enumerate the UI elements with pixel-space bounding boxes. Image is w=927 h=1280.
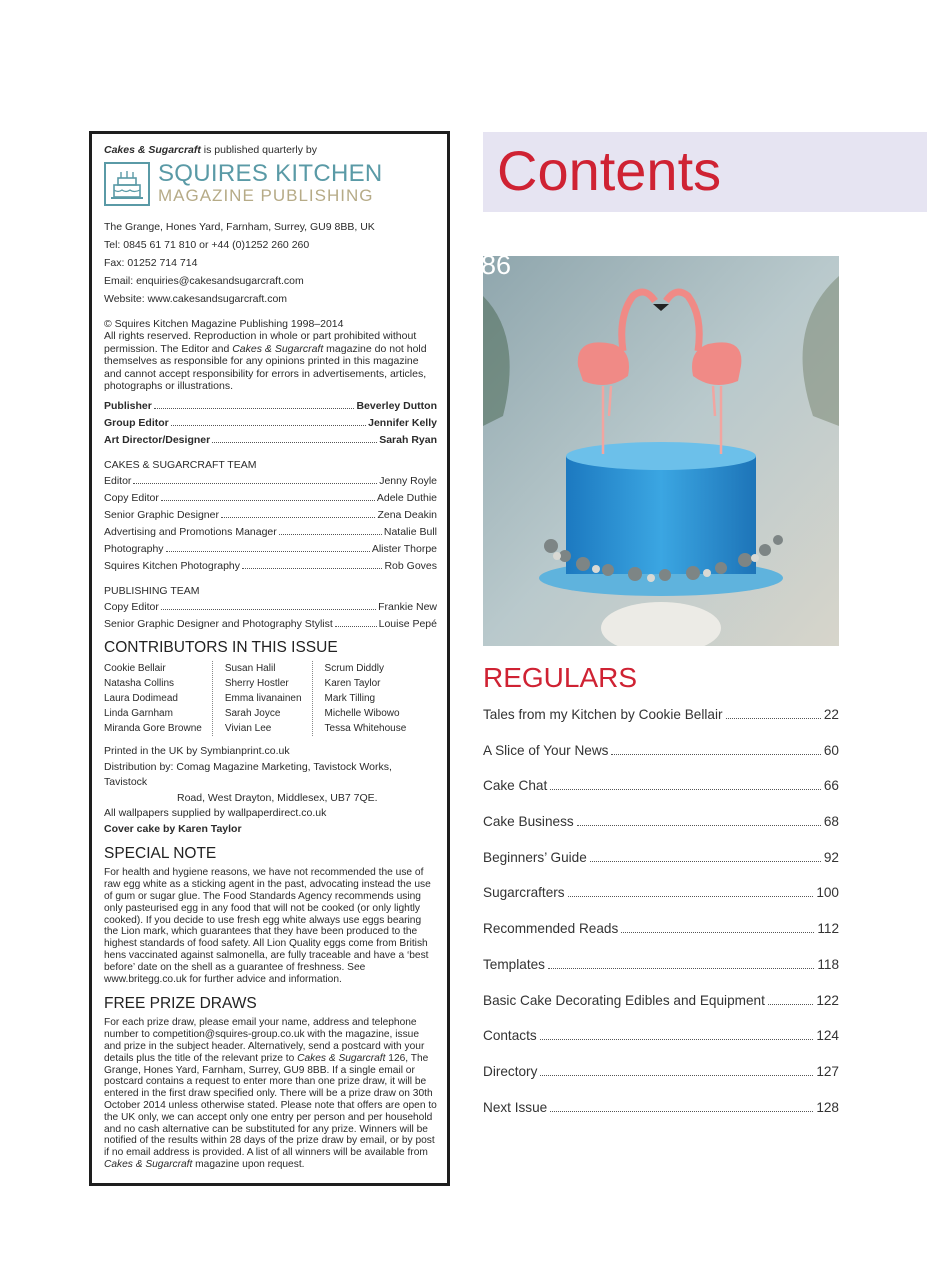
prize-text-a: For each prize draw, please email your name, address and telephone number to competition@squires-group.co.uk with the magazine, issue and prize in the subject header. Alternatively, send a postcard with your details plus the title of the relevant prize to: [104, 1017, 425, 1064]
contributor: Tessa Whitehouse: [324, 723, 407, 735]
contributors-columns: [104, 661, 437, 736]
rights-text: [104, 330, 437, 392]
contributors-col-2: [212, 661, 312, 736]
toc-title: Basic Cake Decorating Edibles and Equipment: [483, 992, 765, 1008]
toc-title: Contacts: [483, 1028, 537, 1044]
distribution-line-2: Road, West Drayton, Middlesex, UB7 7QE.: [177, 791, 378, 804]
contributor: Susan Halil: [224, 663, 276, 675]
team-row: [104, 558, 437, 575]
toc-entry[interactable]: [483, 957, 839, 993]
team-row: [104, 541, 437, 558]
logo-line-1: SQUIRES KITCHEN: [158, 160, 383, 187]
team-row: [104, 524, 437, 541]
contributor: Sherry Hostler: [224, 678, 289, 690]
logo-line-2: MAGAZINE PUBLISHING: [158, 186, 374, 205]
magazine-name: Cakes & Sugarcraft: [104, 144, 201, 156]
publishing-heading: PUBLISHING TEAM: [104, 585, 200, 598]
contributor: Karen Taylor: [324, 678, 381, 690]
toc-entry[interactable]: [483, 778, 839, 814]
toc-page: 118: [817, 956, 839, 972]
toc-entry[interactable]: [483, 921, 839, 957]
contributor: Vivian Lee: [224, 723, 272, 735]
team-list: [104, 473, 437, 575]
editor-row: [104, 432, 437, 449]
address: The Grange, Hones Yard, Farnham, Surrey, GU9 8BB, UK: [104, 221, 375, 233]
toc-title: Directory: [483, 1063, 538, 1079]
contributor: Scrum Diddly: [324, 663, 385, 675]
contents-banner: [483, 132, 927, 212]
team-row: [104, 490, 437, 507]
contributor: Mark Tilling: [324, 693, 376, 705]
contributors-col-3: [312, 661, 417, 736]
team-role: Photography: [104, 543, 164, 556]
toc-entry[interactable]: [483, 743, 839, 779]
publishing-role: Senior Graphic Designer and Photography Stylist: [104, 618, 333, 631]
team-role: Squires Kitchen Photography: [104, 560, 241, 573]
prize-text-c: 126, The Grange, Hones Yard, Farnham, Surrey, GU9 8BB. If a single email or postcard contains a request to enter more than one prize draw, it will be entered in the first draw specified only. There will be a prize draw on 30th October 2014 unless otherwise stated. Please note that offers are open to the UK only, we can accept only one entry per person and per household and no cash alternative can be substituted for any prize. Winners will be notified of the results within 28 days of the prize draw by email, or by post if no email address is provided. A list of all winners will be available from: [104, 1052, 437, 1159]
team-role: Copy Editor: [104, 492, 159, 505]
email-contact[interactable]: Email: enquiries@cakesandsugarcraft.com: [104, 275, 304, 287]
publisher-logo: [104, 162, 437, 206]
copyright-notice: [104, 318, 437, 392]
website-contact[interactable]: Website: www.cakesandsugarcraft.com: [104, 293, 288, 305]
masthead-box: [89, 131, 450, 1186]
editor-role: Art Director/Designer: [104, 434, 211, 447]
team-name: Alister Thorpe: [371, 543, 437, 556]
toc-title: Next Issue: [483, 1099, 548, 1115]
prize-draws-heading: FREE PRIZE DRAWS: [104, 995, 257, 1013]
special-note-heading: SPECIAL NOTE: [104, 845, 217, 863]
team-role: Editor: [104, 475, 132, 488]
editor-name: Sarah Ryan: [379, 434, 437, 447]
toc-page: 124: [816, 1028, 839, 1044]
team-heading: CAKES & SUGARCRAFT TEAM: [104, 459, 257, 472]
team-row: [104, 507, 437, 524]
published-by-line: [104, 144, 437, 156]
contributors-heading: CONTRIBUTORS IN THIS ISSUE: [104, 639, 338, 657]
contributor: Sarah Joyce: [224, 708, 281, 720]
contributor: Linda Garnham: [104, 708, 173, 720]
feature-page-number: 86: [481, 250, 512, 280]
publishing-role: Copy Editor: [104, 601, 159, 614]
copyright-line: © Squires Kitchen Magazine Publishing 1998–2014: [104, 318, 344, 330]
contents-title: Contents: [497, 139, 722, 202]
publishing-list: [104, 599, 437, 633]
contributor: Emma livanainen: [224, 693, 302, 705]
fax: Fax: 01252 714 714: [104, 257, 198, 269]
team-name: Zena Deakin: [377, 509, 437, 522]
toc-title: Sugarcrafters: [483, 885, 565, 901]
publishing-row: [104, 616, 437, 633]
editor-name: Jennifer Kelly: [368, 417, 437, 430]
editors-list: [104, 398, 437, 449]
distribution-line-1: Distribution by: Comag Magazine Marketing, Tavistock Works, Tavistock: [104, 760, 392, 789]
toc-title: Tales from my Kitchen by Cookie Bellair: [483, 707, 723, 722]
toc-entry[interactable]: [483, 885, 839, 921]
publishing-name: Louise Pepé: [378, 618, 437, 631]
prize-text-magazine: Cakes & Sugarcraft: [104, 1158, 193, 1170]
toc-entry[interactable]: [483, 814, 839, 850]
contributor: Natasha Collins: [104, 678, 175, 690]
special-note-text: For health and hygiene reasons, we have not recommended the use of raw egg white as a sticking agent in the past, advocating instead the use of gum or sugar glue. The Food Standards Agency recommends using only pasteurised egg in any food that will not be cooked (or only lightly cooked). If you decide to use fresh egg white always use eggs bearing the Lion mark, which guarantees that they have been produced to the highest standards of food safety. All Lion Quality eggs come from British hens vaccinated against salmonella, are fully traceable and have a ‘best before’ date on the shell as a guarantee of freshness. See www.britegg.co.uk for further advice and information.: [104, 867, 431, 985]
contributor: Cookie Bellair: [104, 663, 166, 675]
toc-title: Cake Business: [483, 814, 574, 830]
editor-role: Publisher: [104, 400, 152, 413]
toc-entry[interactable]: [483, 1100, 839, 1136]
team-name: Adele Duthie: [376, 492, 437, 505]
toc-entry[interactable]: [483, 707, 839, 743]
toc-entry[interactable]: [483, 1028, 839, 1064]
team-name: Natalie Bull: [383, 526, 437, 539]
flamingo-cake-image[interactable]: [483, 256, 839, 646]
toc-page: 60: [823, 742, 839, 758]
rights-text-a: All rights reserved. Reproduction in whole or part prohibited without permission. The Editor and: [104, 330, 417, 355]
toc-title: A Slice of Your News: [483, 742, 609, 758]
prize-text-magazine: Cakes & Sugarcraft: [297, 1052, 386, 1064]
editor-role: Group Editor: [104, 417, 169, 430]
team-name: Jenny Royle: [379, 475, 437, 488]
publishing-row: [104, 599, 437, 616]
toc-title: Cake Chat: [483, 778, 548, 794]
toc-entry[interactable]: [483, 850, 839, 886]
published-suffix: is published quarterly by: [200, 144, 318, 156]
toc-page: 22: [823, 707, 839, 722]
contributor: Michelle Wibowo: [324, 708, 400, 720]
team-row: [104, 473, 437, 490]
toc-page: 122: [816, 992, 839, 1008]
toc-page: 68: [823, 814, 839, 830]
editor-name: Beverley Dutton: [356, 400, 437, 413]
flamingo-cake-photo-icon: [483, 256, 839, 646]
contributor: Laura Dodimead: [104, 693, 178, 705]
contributors-col-1: [104, 661, 212, 736]
toc-title: Beginners’ Guide: [483, 849, 587, 865]
telephone: Tel: 0845 61 71 810 or +44 (0)1252 260 260: [104, 239, 310, 251]
publishing-name: Frankie New: [378, 601, 437, 614]
toc-page: 112: [817, 921, 839, 937]
prize-text-e: magazine upon request.: [192, 1158, 305, 1170]
toc-page: 128: [816, 1099, 839, 1115]
prize-draws-text: [104, 1017, 437, 1170]
toc-title: Templates: [483, 956, 545, 972]
toc-entry[interactable]: [483, 1064, 839, 1100]
rights-text-magazine: Cakes & Sugarcraft: [232, 342, 324, 355]
cover-cake-credit: Cover cake by Karen Taylor: [104, 822, 242, 835]
rights-text-c: magazine do not hold themselves as responsible for any opinions printed in this magazine and cannot accept responsibility for errors in advertisements, articles, photographs or illustrations.: [104, 342, 427, 393]
table-of-contents: [483, 707, 839, 1135]
editor-row: [104, 415, 437, 432]
contributor: Miranda Gore Browne: [104, 723, 202, 735]
toc-title: Recommended Reads: [483, 921, 619, 937]
regulars-heading: REGULARS: [483, 662, 638, 693]
toc-page: 66: [823, 778, 839, 794]
toc-entry[interactable]: [483, 993, 839, 1029]
printed-by: Printed in the UK by Symbianprint.co.uk: [104, 745, 290, 758]
toc-page: 92: [823, 849, 839, 865]
cake-logo-icon: [104, 162, 150, 206]
team-name: Rob Goves: [384, 560, 437, 573]
editor-row: [104, 398, 437, 415]
wallpapers-credit: All wallpapers supplied by wallpaperdirect.co.uk: [104, 807, 327, 820]
toc-page: 100: [816, 885, 839, 901]
toc-page: 127: [816, 1063, 839, 1079]
team-role: Senior Graphic Designer: [104, 509, 219, 522]
team-role: Advertising and Promotions Manager: [104, 526, 277, 539]
